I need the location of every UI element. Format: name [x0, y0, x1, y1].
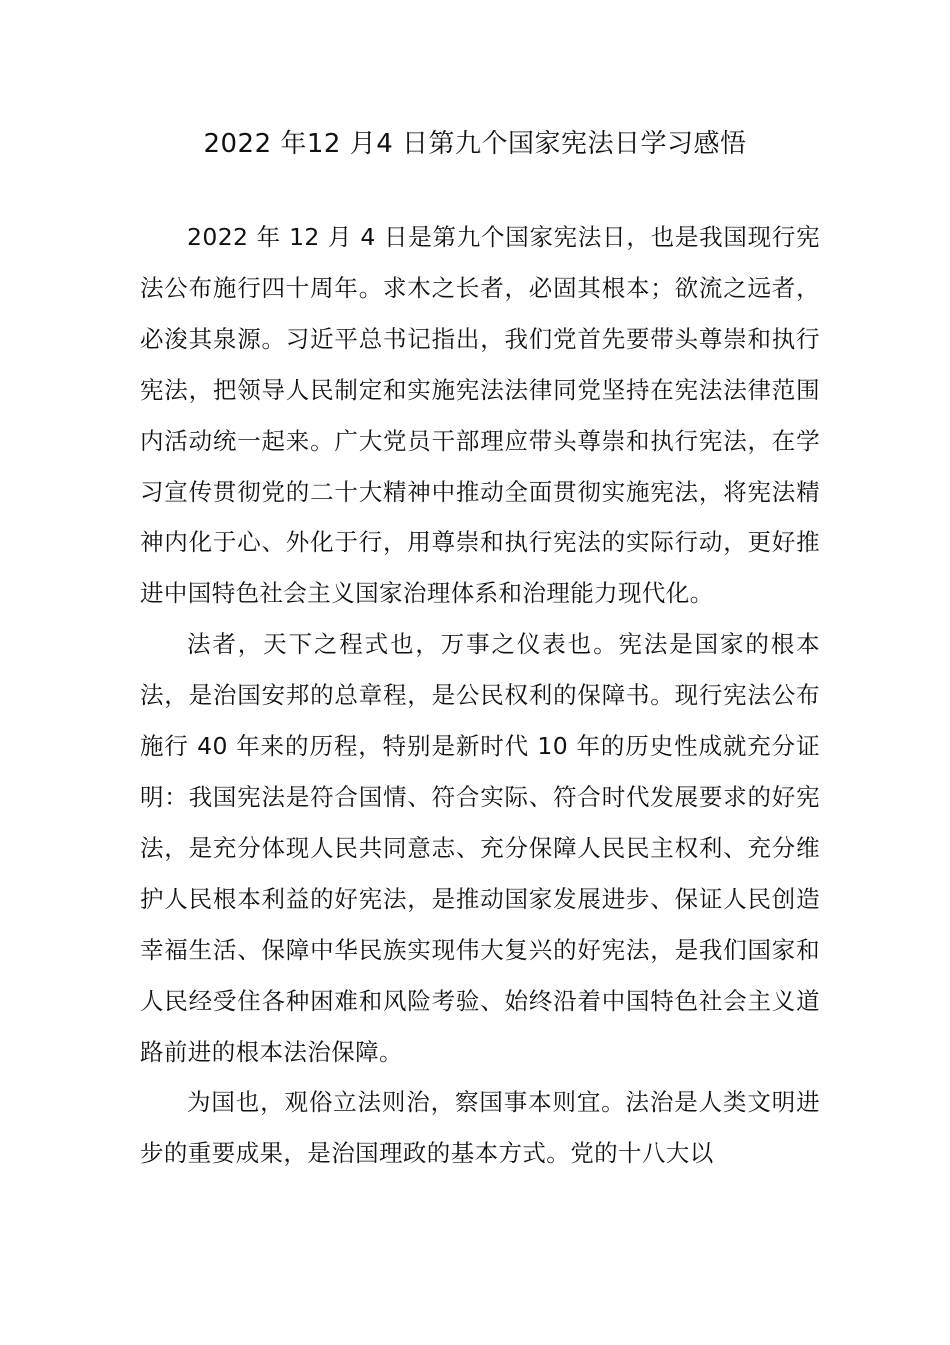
- paragraph-2: 法者，天下之程式也，万事之仪表也。宪法是国家的根本法，是治国安邦的总章程，是公民权利的保障书。现行宪法公布施行 40 年来的历程，特别是新时代 10 年的历史性成就充分证明：我国宪法是符合国情、符合实际、符合时代发展要求的好宪法，是充分体现人民共同意志、充分保障人民民主权利、充分维护人民根本利益的好宪法，是推动国家发展进步、保证人民创造幸福生活、保障中华民族实现伟大复兴的好宪法，是我们国家和人民经受住各种困难和风险考验、始终沿着中国特色社会主义道路前进的根本法治保障。: [140, 630, 820, 1066]
- paragraph-3: 为国也，观俗立法则治，察国事本则宜。法治是人类文明进步的重要成果，是治国理政的基本方式。党的十八大以: [140, 1088, 820, 1168]
- document-body: [140, 212, 820, 1179]
- paragraph-1: 2022 年 12 月 4 日是第九个国家宪法日，也是我国现行宪法公布施行四十周年。求木之长者，必固其根本；欲流之远者，必浚其泉源。习近平总书记指出，我们党首先要带头尊崇和执行宪法，把领导人民制定和实施宪法法律同党坚持在宪法法律范围内活动统一起来。广大党员干部理应带头尊崇和执行宪法，在学习宣传贯彻党的二十大精神中推动全面贯彻实施宪法，将宪法精神内化于心、外化于行，用尊崇和执行宪法的实际行动，更好推进中国特色社会主义国家治理体系和治理能力现代化。: [140, 223, 820, 608]
- document-title: 2022 年12 月4 日第九个国家宪法日学习感悟: [203, 129, 747, 159]
